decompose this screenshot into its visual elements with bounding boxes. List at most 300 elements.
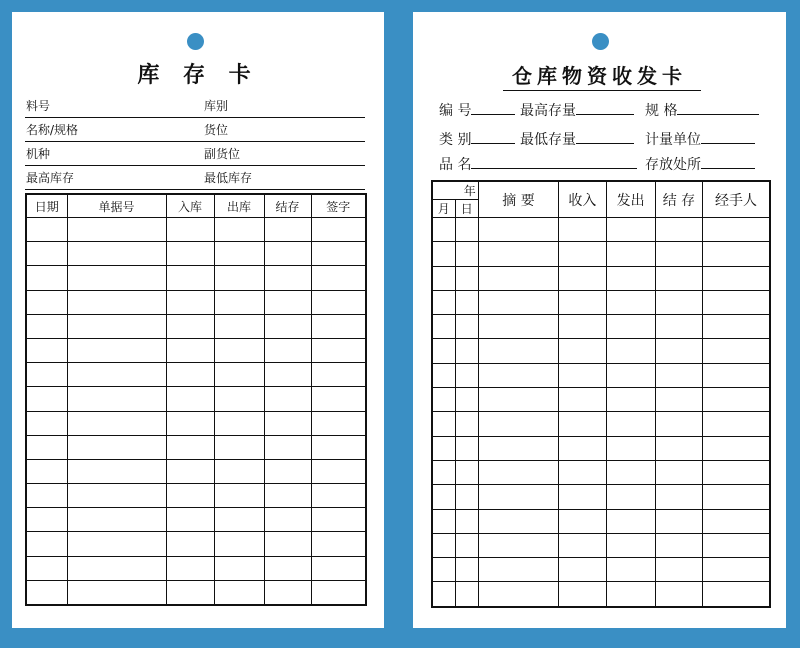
table-cell[interactable] [311,363,366,387]
table-row [26,338,366,362]
table-cell[interactable] [264,459,311,483]
table-cell[interactable] [703,582,770,607]
info-spec [645,100,759,120]
table-cell[interactable] [214,242,264,266]
table-cell[interactable] [432,582,455,607]
table-cell[interactable] [606,412,655,436]
table-cell[interactable] [166,484,214,508]
table-cell[interactable] [214,218,264,242]
table-cell[interactable] [264,363,311,387]
column-header-doc-no: 单据号 [67,194,166,218]
table-cell[interactable] [214,484,264,508]
table-cell[interactable] [478,339,558,363]
table-cell[interactable] [311,556,366,580]
fill-line[interactable] [576,129,634,144]
table-cell[interactable] [166,363,214,387]
table-cell[interactable] [166,556,214,580]
column-header-in: 入库 [166,194,214,218]
table-cell[interactable] [655,460,702,484]
table-cell[interactable] [455,412,478,436]
table-row [26,580,366,605]
table-row [432,266,770,290]
table-row [26,556,366,580]
table-cell[interactable] [559,363,606,387]
table-cell[interactable] [478,533,558,557]
table-row [26,218,366,242]
column-header-month: 月 [432,200,455,218]
table-cell[interactable] [655,509,702,533]
table-cell[interactable] [311,218,366,242]
table-cell[interactable] [655,412,702,436]
info-label: 计量单位 [645,132,701,148]
table-cell[interactable] [264,218,311,242]
table-cell[interactable] [26,290,67,314]
table-row [432,315,770,339]
table-cell[interactable] [655,485,702,509]
table-cell[interactable] [67,314,166,338]
table-row [432,242,770,266]
table-cell[interactable] [559,290,606,314]
table-cell[interactable] [311,242,366,266]
table-cell[interactable] [214,580,264,605]
table-cell[interactable] [26,508,67,532]
table-cell[interactable] [559,266,606,290]
table-row [26,363,366,387]
table-cell[interactable] [214,411,264,435]
table-row [26,411,366,435]
column-header-income: 收入 [559,181,606,218]
table-cell[interactable] [478,509,558,533]
table-cell[interactable] [264,242,311,266]
info-row [25,167,365,190]
table-cell[interactable] [67,580,166,605]
info-label: 最高库存 [26,171,75,185]
table-cell[interactable] [606,509,655,533]
table-cell[interactable] [166,242,214,266]
table-cell[interactable] [606,533,655,557]
table-cell[interactable] [655,582,702,607]
table-cell[interactable] [432,558,455,582]
table-cell[interactable] [166,459,214,483]
table-cell[interactable] [214,290,264,314]
table-cell[interactable] [26,580,67,605]
fill-line[interactable] [576,100,634,115]
info-label: 存放处所 [645,157,701,173]
table-row [432,436,770,460]
table-cell[interactable] [703,315,770,339]
title-underline [503,90,701,91]
table-cell[interactable] [67,338,166,362]
table-cell[interactable] [166,338,214,362]
table-cell[interactable] [655,339,702,363]
table-row [26,459,366,483]
table-cell[interactable] [311,411,366,435]
info-label: 料号 [26,99,51,113]
info-row [25,95,365,118]
info-label: 副货位 [204,147,241,161]
table-row [26,387,366,411]
table-row [432,582,770,607]
table-cell[interactable] [166,435,214,459]
table-cell[interactable] [264,556,311,580]
table-cell[interactable] [655,363,702,387]
table-row [432,290,770,314]
table-cell[interactable] [606,363,655,387]
info-unit [645,129,755,149]
table-cell[interactable] [478,388,558,412]
table-cell[interactable] [478,582,558,607]
info-code [439,100,515,120]
table-cell[interactable] [67,290,166,314]
table-cell[interactable] [311,338,366,362]
table-cell[interactable] [606,388,655,412]
table-cell[interactable] [26,314,67,338]
table-cell[interactable] [67,459,166,483]
table-cell[interactable] [432,412,455,436]
table-cell[interactable] [455,436,478,460]
table-cell[interactable] [455,290,478,314]
table-cell[interactable] [26,435,67,459]
table-cell[interactable] [606,290,655,314]
table-cell[interactable] [432,290,455,314]
table-cell[interactable] [26,242,67,266]
table-row [432,558,770,582]
table-cell[interactable] [264,290,311,314]
fill-line[interactable] [701,154,755,169]
table-cell[interactable] [311,435,366,459]
table-cell[interactable] [432,242,455,266]
table-cell[interactable] [311,508,366,532]
table-row [432,509,770,533]
table-cell[interactable] [655,388,702,412]
table-cell[interactable] [606,485,655,509]
table-cell[interactable] [432,533,455,557]
table-cell[interactable] [432,363,455,387]
table-row [26,532,366,556]
table-cell[interactable] [214,459,264,483]
table-row [432,388,770,412]
table-cell[interactable] [703,290,770,314]
table-cell[interactable] [478,485,558,509]
table-cell[interactable] [214,532,264,556]
column-header-date: 日期 [26,194,67,218]
table-cell[interactable] [455,266,478,290]
column-header-handler: 经手人 [703,181,770,218]
table-cell[interactable] [311,459,366,483]
table-cell[interactable] [311,314,366,338]
table-cell[interactable] [432,388,455,412]
table-cell[interactable] [67,266,166,290]
table-cell[interactable] [311,387,366,411]
info-label: 最高存量 [520,103,576,119]
table-cell[interactable] [214,508,264,532]
info-category [439,129,515,149]
table-cell[interactable] [455,509,478,533]
table-cell[interactable] [166,411,214,435]
info-label: 品 名 [439,157,472,173]
table-cell[interactable] [166,290,214,314]
info-name [439,154,637,174]
table-row [432,412,770,436]
table-cell[interactable] [478,266,558,290]
table-cell[interactable] [311,484,366,508]
table-cell[interactable] [455,218,478,242]
info-row [25,143,365,166]
table-cell[interactable] [655,315,702,339]
inventory-card [12,12,384,628]
table-cell[interactable] [478,558,558,582]
table-cell[interactable] [606,460,655,484]
column-header-summary: 摘 要 [478,181,558,218]
table-cell[interactable] [432,436,455,460]
info-location [645,154,755,174]
table-cell[interactable] [703,388,770,412]
hang-hole-icon [187,33,204,50]
table-cell[interactable] [559,242,606,266]
info-label: 编 号 [439,103,472,119]
info-min [520,129,634,149]
table-cell[interactable] [559,533,606,557]
table-cell[interactable] [655,218,702,242]
table-cell[interactable] [67,532,166,556]
table-cell[interactable] [432,509,455,533]
table-cell[interactable] [655,242,702,266]
table-cell[interactable] [166,387,214,411]
table-row [26,242,366,266]
table-cell[interactable] [432,218,455,242]
table-cell[interactable] [26,218,67,242]
table-row [432,533,770,557]
table-row [432,218,770,242]
table-cell[interactable] [478,315,558,339]
table-row [26,266,366,290]
table-cell[interactable] [264,508,311,532]
table-cell[interactable] [166,266,214,290]
fill-line[interactable] [677,100,759,115]
table-cell[interactable] [606,315,655,339]
table-cell[interactable] [26,338,67,362]
fill-line[interactable] [701,129,755,144]
table-cell[interactable] [559,315,606,339]
table-cell[interactable] [166,218,214,242]
table-row [26,508,366,532]
table-header-row [26,194,366,218]
info-max [520,100,634,120]
table-cell[interactable] [606,582,655,607]
table-cell[interactable] [264,338,311,362]
table-cell[interactable] [478,460,558,484]
table-cell[interactable] [455,388,478,412]
table-cell[interactable] [606,558,655,582]
table-cell[interactable] [67,242,166,266]
hang-hole-icon [592,33,609,50]
table-cell[interactable] [455,339,478,363]
table-cell[interactable] [455,242,478,266]
table-cell[interactable] [432,485,455,509]
goods-issue-ledger-table [431,180,771,608]
info-label: 货位 [204,123,229,137]
table-cell[interactable] [264,387,311,411]
table-cell[interactable] [67,508,166,532]
column-header-sign: 签字 [311,194,366,218]
table-cell[interactable] [166,508,214,532]
table-row [432,485,770,509]
table-cell[interactable] [703,460,770,484]
table-cell[interactable] [559,460,606,484]
info-row [25,119,365,142]
column-header-out: 出库 [214,194,264,218]
info-label: 机种 [26,147,51,161]
table-cell[interactable] [67,218,166,242]
table-cell[interactable] [703,339,770,363]
table-cell[interactable] [478,218,558,242]
table-cell[interactable] [455,533,478,557]
table-cell[interactable] [214,266,264,290]
table-cell[interactable] [214,556,264,580]
table-row [432,339,770,363]
table-cell[interactable] [432,315,455,339]
table-cell[interactable] [478,363,558,387]
table-cell[interactable] [26,556,67,580]
table-row [432,460,770,484]
table-cell[interactable] [26,363,67,387]
table-row [432,363,770,387]
table-cell[interactable] [264,435,311,459]
table-cell[interactable] [26,484,67,508]
table-cell[interactable] [559,509,606,533]
table-cell[interactable] [264,411,311,435]
table-cell[interactable] [455,363,478,387]
table-cell[interactable] [478,242,558,266]
table-cell[interactable] [478,412,558,436]
table-cell[interactable] [166,314,214,338]
inventory-card-title: 库 存 卡 [137,63,259,88]
table-cell[interactable] [478,290,558,314]
table-cell[interactable] [478,436,558,460]
info-label: 名称/规格 [26,123,79,137]
table-cell[interactable] [703,363,770,387]
table-cell[interactable] [703,533,770,557]
table-cell[interactable] [26,459,67,483]
table-cell[interactable] [432,460,455,484]
column-header-issue: 发出 [606,181,655,218]
table-cell[interactable] [559,485,606,509]
table-cell[interactable] [311,290,366,314]
table-cell[interactable] [559,218,606,242]
column-header-balance: 结 存 [655,181,702,218]
table-cell[interactable] [67,556,166,580]
table-cell[interactable] [264,532,311,556]
table-cell[interactable] [559,412,606,436]
table-cell[interactable] [311,266,366,290]
info-label: 类 别 [439,132,472,148]
table-cell[interactable] [655,533,702,557]
table-cell[interactable] [264,484,311,508]
table-cell[interactable] [703,242,770,266]
table-cell[interactable] [703,509,770,533]
table-cell[interactable] [559,339,606,363]
table-cell[interactable] [67,435,166,459]
table-cell[interactable] [214,387,264,411]
table-cell[interactable] [559,582,606,607]
table-cell[interactable] [703,218,770,242]
table-cell[interactable] [264,266,311,290]
table-cell[interactable] [455,315,478,339]
table-cell[interactable] [166,532,214,556]
table-cell[interactable] [26,387,67,411]
table-cell[interactable] [455,558,478,582]
table-cell[interactable] [311,532,366,556]
inventory-ledger-table [25,193,367,606]
table-cell[interactable] [67,411,166,435]
table-cell[interactable] [214,314,264,338]
info-label: 最低库存 [204,171,253,185]
table-row [26,435,366,459]
table-row [26,290,366,314]
table-cell[interactable] [67,387,166,411]
table-cell[interactable] [67,363,166,387]
table-cell[interactable] [655,290,702,314]
table-cell[interactable] [559,558,606,582]
table-cell[interactable] [455,485,478,509]
table-cell[interactable] [264,314,311,338]
table-cell[interactable] [432,339,455,363]
table-cell[interactable] [214,363,264,387]
table-row [26,314,366,338]
table-cell[interactable] [26,532,67,556]
table-cell[interactable] [311,580,366,605]
table-cell[interactable] [455,582,478,607]
info-label: 库别 [204,99,229,113]
table-cell[interactable] [606,242,655,266]
table-cell[interactable] [606,436,655,460]
table-cell[interactable] [606,339,655,363]
table-cell[interactable] [214,338,264,362]
table-row [26,484,366,508]
column-header-day: 日 [455,200,478,218]
table-cell[interactable] [703,266,770,290]
table-cell[interactable] [26,266,67,290]
table-cell[interactable] [606,266,655,290]
table-cell[interactable] [455,460,478,484]
table-header-row [432,181,770,200]
table-cell[interactable] [26,411,67,435]
table-cell[interactable] [264,580,311,605]
fill-line[interactable] [471,154,637,169]
table-cell[interactable] [432,266,455,290]
table-cell[interactable] [559,436,606,460]
table-cell[interactable] [67,484,166,508]
fill-line[interactable] [471,129,515,144]
fill-line[interactable] [471,100,515,115]
table-cell[interactable] [703,436,770,460]
column-header-balance: 结存 [264,194,311,218]
table-cell[interactable] [214,435,264,459]
table-cell[interactable] [655,436,702,460]
goods-issue-card-title: 仓库物资收发卡 [512,64,687,88]
table-cell[interactable] [655,558,702,582]
table-cell[interactable] [166,580,214,605]
column-header-year: 年 [432,181,478,200]
table-cell[interactable] [606,218,655,242]
table-cell[interactable] [703,412,770,436]
table-cell[interactable] [703,485,770,509]
table-cell[interactable] [703,558,770,582]
info-label: 最低存量 [520,132,576,148]
table-cell[interactable] [559,388,606,412]
info-label: 规 格 [645,103,678,119]
table-cell[interactable] [655,266,702,290]
